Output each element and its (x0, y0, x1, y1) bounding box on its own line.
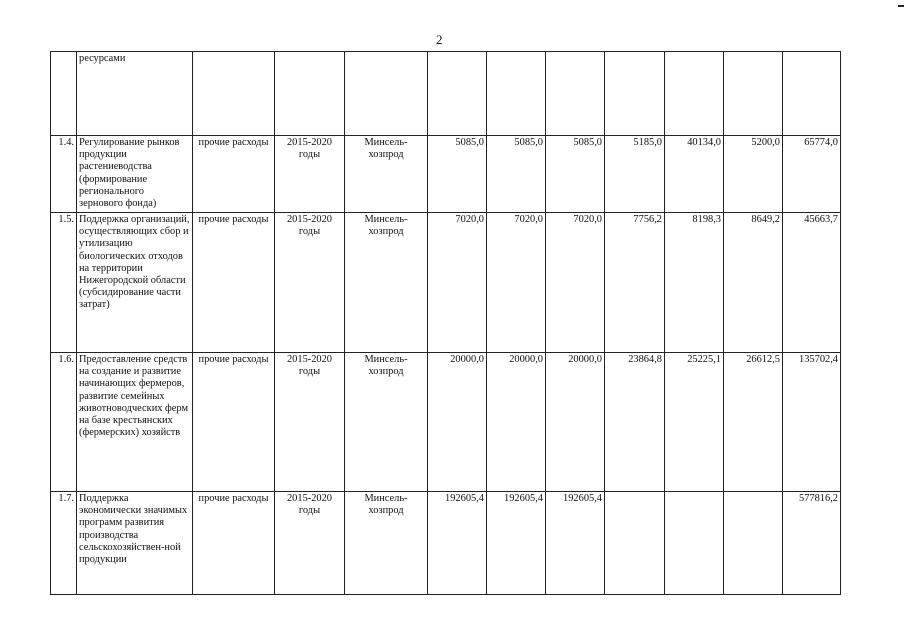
total-cell: 135702,4 (783, 353, 841, 492)
expense-type-cell: прочие расходы (193, 492, 275, 595)
executor-cell: Минсель-хозпрод (345, 136, 428, 213)
amount-2016-cell: 20000,0 (487, 353, 546, 492)
amount-2018-cell (605, 492, 665, 595)
expense-type-cell: прочие расходы (193, 213, 275, 353)
amount-2020-cell (724, 492, 783, 595)
expense-type-cell: прочие расходы (193, 353, 275, 492)
amount-2019-cell: 40134,0 (665, 136, 724, 213)
amount-2020-cell: 26612,5 (724, 353, 783, 492)
amount-2015-cell (428, 52, 487, 136)
budget-table (50, 51, 841, 595)
table-row (51, 52, 841, 136)
period-cell: 2015-2020 годы (275, 213, 345, 353)
amount-2019-cell (665, 52, 724, 136)
scan-edge-mark (898, 5, 904, 7)
row-number-cell (51, 52, 77, 136)
page-number: 2 (436, 32, 443, 47)
amount-2016-cell: 192605,4 (487, 492, 546, 595)
period-cell (275, 52, 345, 136)
table-body (51, 52, 841, 595)
name-cell: ресурсами (77, 52, 193, 136)
row-number-cell: 1.4. (51, 136, 77, 213)
table-row (51, 492, 841, 595)
period-cell: 2015-2020 годы (275, 136, 345, 213)
amount-2016-cell (487, 52, 546, 136)
period-cell: 2015-2020 годы (275, 353, 345, 492)
amount-2018-cell (605, 52, 665, 136)
amount-2020-cell: 8649,2 (724, 213, 783, 353)
table-row (51, 136, 841, 213)
executor-cell: Минсель-хозпрод (345, 213, 428, 353)
amount-2018-cell: 5185,0 (605, 136, 665, 213)
amount-2017-cell: 20000,0 (546, 353, 605, 492)
amount-2019-cell (665, 492, 724, 595)
total-cell: 577816,2 (783, 492, 841, 595)
table-row (51, 353, 841, 492)
total-cell: 65774,0 (783, 136, 841, 213)
total-cell: 45663,7 (783, 213, 841, 353)
amount-2020-cell: 5200,0 (724, 136, 783, 213)
amount-2016-cell: 7020,0 (487, 213, 546, 353)
executor-cell: Минсель-хозпрод (345, 492, 428, 595)
amount-2017-cell: 7020,0 (546, 213, 605, 353)
name-cell: Поддержка организаций, осуществляющих сбор и утилизацию биологических отходов на территории Нижегородской области (субсидирование части затрат) (77, 213, 193, 353)
row-number-cell: 1.6. (51, 353, 77, 492)
amount-2015-cell: 192605,4 (428, 492, 487, 595)
amount-2017-cell: 192605,4 (546, 492, 605, 595)
amount-2016-cell: 5085,0 (487, 136, 546, 213)
amount-2018-cell: 7756,2 (605, 213, 665, 353)
executor-cell (345, 52, 428, 136)
total-cell (783, 52, 841, 136)
name-cell: Поддержка экономически значимых программ развития производства сельскохозяйствен-ной продукции (77, 492, 193, 595)
table-row (51, 213, 841, 353)
amount-2015-cell: 5085,0 (428, 136, 487, 213)
amount-2019-cell: 25225,1 (665, 353, 724, 492)
executor-cell: Минсель-хозпрод (345, 353, 428, 492)
amount-2017-cell: 5085,0 (546, 136, 605, 213)
amount-2019-cell: 8198,3 (665, 213, 724, 353)
amount-2017-cell (546, 52, 605, 136)
name-cell: Регулирование рынков продукции растениеводства (формирование регионального зернового фонда) (77, 136, 193, 213)
period-cell: 2015-2020 годы (275, 492, 345, 595)
expense-type-cell: прочие расходы (193, 136, 275, 213)
name-cell: Предоставление средств на создание и развитие начинающих фермеров, развитие семейных животноводческих ферм на базе крестьянских (фермерских) хозяйств (77, 353, 193, 492)
amount-2020-cell (724, 52, 783, 136)
row-number-cell: 1.5. (51, 213, 77, 353)
amount-2018-cell: 23864,8 (605, 353, 665, 492)
row-number-cell: 1.7. (51, 492, 77, 595)
amount-2015-cell: 7020,0 (428, 213, 487, 353)
amount-2015-cell: 20000,0 (428, 353, 487, 492)
expense-type-cell (193, 52, 275, 136)
